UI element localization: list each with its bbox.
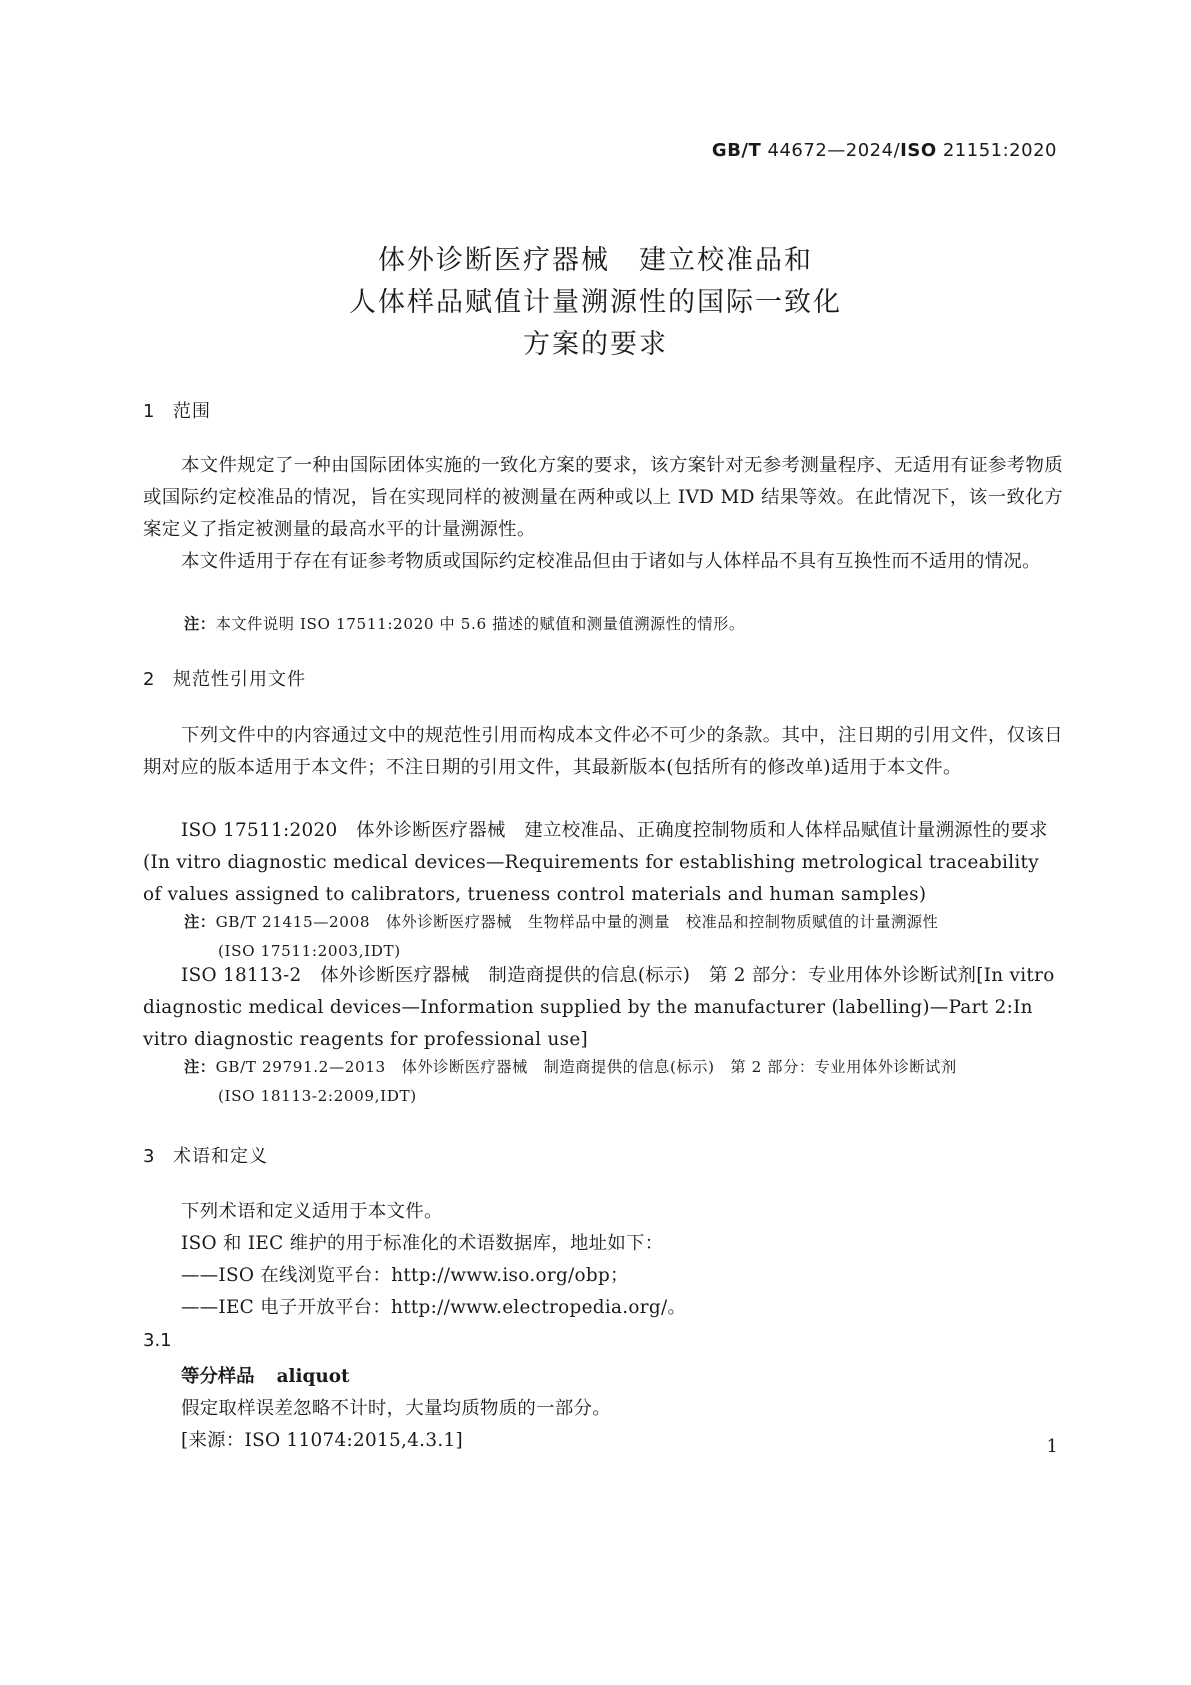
- title-line-2: 人体样品赋值计量溯源性的国际一致化: [349, 287, 842, 318]
- section-3-line-1: 下列术语和定义适用于本文件。: [181, 1201, 443, 1222]
- section-1-paragraph-2: 本文件适用于存在有证参考物质或国际约定校准品但由于诸如与人体样品不具有互换性而不适用的情况。: [181, 551, 1041, 572]
- note-text-continued: (ISO 17511:2003,IDT): [218, 942, 401, 960]
- note-label: 注：: [184, 615, 216, 633]
- note-label: 注：: [184, 913, 216, 931]
- code-number: 44672—2024/: [767, 140, 901, 161]
- section-1-note: [184, 610, 1064, 639]
- section-1-heading: [143, 397, 211, 423]
- page-number: 1: [1046, 1436, 1058, 1457]
- section-title: 范围: [173, 401, 211, 422]
- title-line-1: 体外诊断医疗器械 建立校准品和: [378, 245, 813, 276]
- section-3-line-2: ISO 和 IEC 维护的用于标准化的术语数据库，地址如下：: [181, 1233, 664, 1254]
- iso-number: 21151:2020: [942, 140, 1057, 161]
- term-definition: 假定取样误差忽略不计时，大量均质物质的一部分。: [181, 1398, 611, 1419]
- reference-2-note: [184, 1053, 1064, 1111]
- section-1-paragraph-1: 本文件规定了一种由国际团体实施的一致化方案的要求，该方案针对无参考测量程序、无适用有证参考物质或国际约定校准品的情况，旨在实现同样的被测量在两种或以上 IVD MD 结果等效。在此情况下，该一致化方案定义了指定被测量的最高水平的计量溯源性。: [143, 455, 1063, 540]
- title-line-3: 方案的要求: [523, 329, 668, 360]
- term-source: [来源：ISO 11074:2015,4.3.1]: [181, 1430, 463, 1451]
- section-number: 3: [143, 1146, 156, 1167]
- iso-obp-link[interactable]: ——ISO 在线浏览平台：http://www.iso.org/obp；: [181, 1265, 629, 1286]
- note-text-continued: (ISO 18113-2:2009,IDT): [218, 1087, 417, 1105]
- section-2-heading: [143, 665, 306, 691]
- term-name-en: aliquot: [276, 1366, 350, 1387]
- note-text: 本文件说明 ISO 17511:2020 中 5.6 描述的赋值和测量值溯源性的情形。: [215, 615, 745, 633]
- term-name-zh: 等分样品: [181, 1366, 255, 1387]
- iso-prefix: ISO: [900, 140, 937, 161]
- note-text: GB/T 21415—2008 体外诊断医疗器械 生物样品中量的测量 校准品和控制物质赋值的计量溯源性: [215, 913, 939, 931]
- reference-1-note: [184, 908, 1064, 966]
- standard-code-header: [712, 140, 1057, 161]
- reference-iso-17511: ISO 17511:2020 体外诊断医疗器械 建立校准品、正确度控制物质和人体样品赋值计量溯源性的要求(In vitro diagnostic medical devices—Requirements for establishing metrological traceability of values assigned to calibrators, trueness control materials and human samples): [143, 820, 1048, 905]
- code-prefix: GB/T: [711, 140, 762, 161]
- section-title: 术语和定义: [173, 1146, 268, 1167]
- section-number: 1: [143, 401, 156, 422]
- electropedia-link[interactable]: ——IEC 电子开放平台：http://www.electropedia.org/。: [181, 1297, 687, 1318]
- note-text: GB/T 29791.2—2013 体外诊断医疗器械 制造商提供的信息(标示) 第 2 部分：专业用体外诊断试剂: [215, 1058, 957, 1076]
- reference-iso-18113-2: ISO 18113-2 体外诊断医疗器械 制造商提供的信息(标示) 第 2 部分：专业用体外诊断试剂[In vitro diagnostic medical devices—Information supplied by the manufacturer (labelling)—Part 2:In vitro diagnostic reagents for professional use]: [143, 965, 1055, 1050]
- term-number: 3.1: [143, 1330, 172, 1351]
- section-2-paragraph-1: 下列文件中的内容通过文中的规范性引用而构成本文件必不可少的条款。其中，注日期的引用文件，仅该日期对应的版本适用于本文件；不注日期的引用文件，其最新版本(包括所有的修改单)适用于本文件。: [143, 725, 1063, 778]
- section-3-heading: [143, 1142, 268, 1168]
- document-title: [0, 240, 1191, 366]
- section-number: 2: [143, 669, 156, 690]
- section-title: 规范性引用文件: [173, 669, 306, 690]
- note-label: 注：: [184, 1058, 216, 1076]
- term-name: [181, 1362, 349, 1388]
